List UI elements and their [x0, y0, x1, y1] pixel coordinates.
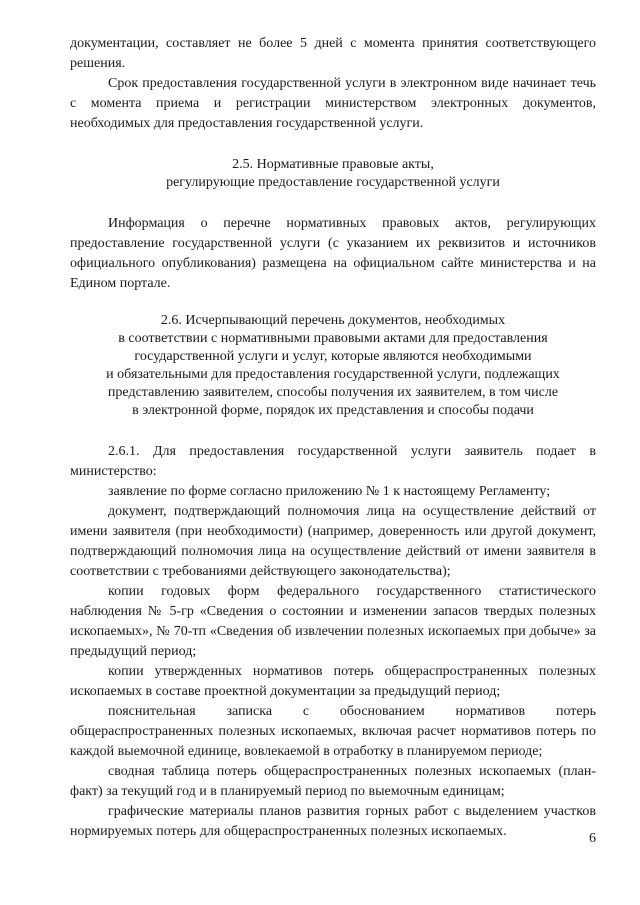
list-item-statistical-forms: копии годовых форм федерального государственного статистического наблюдения № 5-гр «Сведения о состоянии и изменении запасов твердых полезных ископаемых», № 70-тп «Сведения об извлечении полезных ископаемых при добыче» за предыдущий период; [70, 584, 596, 659]
section-2-6-heading [70, 312, 596, 420]
list-item-graphic-materials: графические материалы планов развития горных работ с выделением участков нормируемых потерь для общераспространенных полезных ископаемых. [70, 804, 596, 839]
section-2-6-heading-line: в соответствии с нормативными правовыми актами для предоставления [118, 331, 548, 346]
list-item-summary-table: сводная таблица потерь общераспространенных полезных ископаемых (план-факт) за текущий год и в планируемый период по выемочным единицам; [70, 764, 596, 799]
list-item-authority-document: документ, подтверждающий полномочия лица на осуществление действий от имени заявителя (при необходимости) (например, доверенность или другой документ, подтверждающий полномочия лица на осуществление действий от имени заявителя в соответствии с требованиями действующего законодательства); [70, 504, 596, 579]
section-2-6-heading-line: 2.6. Исчерпывающий перечень документов, необходимых [160, 313, 506, 328]
document-page [70, 34, 596, 842]
section-2-6-heading-line: государственной услуги и услуг, которые являются необходимыми [134, 349, 532, 364]
paragraph-continuation: документации, составляет не более 5 дней с момента принятия соответствующего решения. [70, 36, 596, 71]
section-2-6-1-intro: 2.6.1. Для предоставления государственной услуги заявитель подает в министерство: [70, 444, 596, 479]
section-2-5-body: Информация о перечне нормативных правовых актов, регулирующих предоставление государственной услуги (с указанием их реквизитов и источников официального опубликования) размещена на официальном сайте министерства и на Едином портале. [70, 216, 596, 291]
section-2-6-heading-line: в электронной форме, порядок их представления и способы подачи [132, 403, 534, 418]
list-item-explanatory-note: пояснительная записка с обоснованием нормативов потерь общераспространенных полезных ископаемых, включая расчет нормативов потерь по каждой выемочной единице, вовлекаемой в отработку в планируемом периоде; [70, 704, 596, 759]
section-2-5-heading-line-2: регулирующие предоставление государственной услуги [166, 175, 500, 190]
list-item-application: заявление по форме согласно приложению № 1 к настоящему Регламенту; [108, 484, 551, 499]
paragraph-electronic-term: Срок предоставления государственной услуги в электронном виде начинает течь с момента приема и регистрации министерством электронных документов, необходимых для предоставления государственной услуги. [70, 76, 596, 131]
list-item-approved-standards: копии утвержденных нормативов потерь общераспространенных полезных ископаемых в составе проектной документации за предыдущий период; [70, 664, 596, 699]
page-number: 6 [589, 831, 596, 846]
section-2-6-heading-line: представлению заявителем, способы получения их заявителем, в том числе [107, 385, 559, 400]
section-2-6-heading-line: и обязательными для предоставления государственной услуги, подлежащих [106, 367, 560, 382]
section-2-5-heading-line-1: 2.5. Нормативные правовые акты, [232, 157, 434, 172]
